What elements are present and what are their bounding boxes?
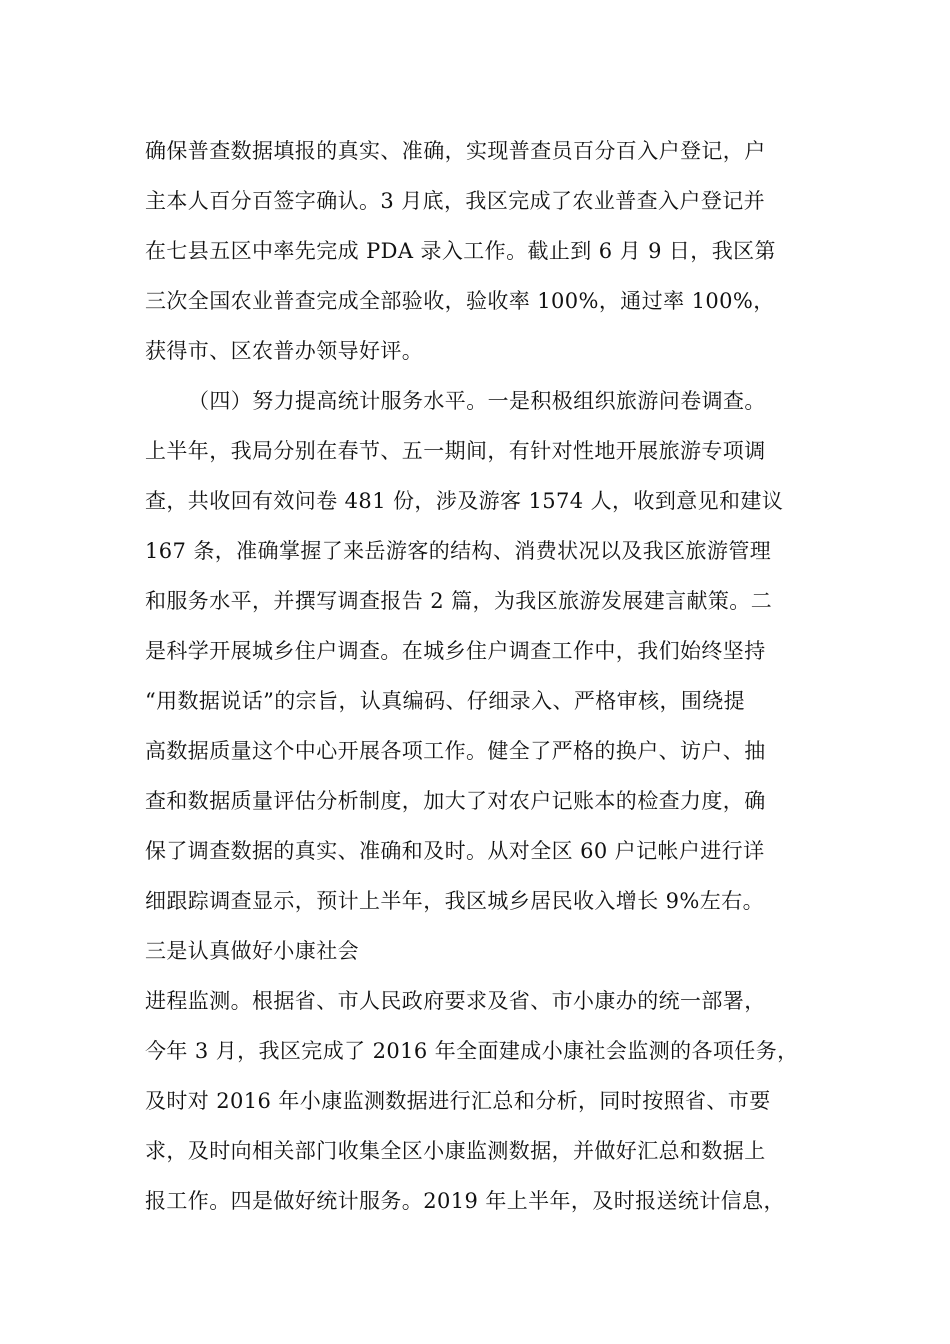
text-line: 及时对 2016 年小康监测数据进行汇总和分析，同时按照省、市要 xyxy=(145,1089,771,1113)
text-line: 主本人百分百签字确认。3 月底，我区完成了农业普查入户登记并 xyxy=(145,189,766,213)
text-line: 在七县五区中率先完成 PDA 录入工作。截止到 6 月 9 日，我区第 xyxy=(145,239,776,263)
text-line: 报工作。四是做好统计服务。2019 年上半年，及时报送统计信息， xyxy=(145,1189,785,1213)
text-line: 高数据质量这个中心开展各项工作。健全了严格的换户、访户、抽 xyxy=(145,739,766,763)
text-line: 和服务水平，并撰写调查报告 2 篇，为我区旅游发展建言献策。二 xyxy=(145,589,773,613)
text-line: 查和数据质量评估分析制度，加大了对农户记账本的检查力度，确 xyxy=(145,789,766,813)
text-line: 细跟踪调查显示，预计上半年，我区城乡居民收入增长 9%左右。 xyxy=(145,889,764,913)
text-line: 确保普查数据填报的真实、准确，实现普查员百分百入户登记，户 xyxy=(145,139,766,163)
text-line: 是科学开展城乡住户调查。在城乡住户调查工作中，我们始终坚持 xyxy=(145,639,766,663)
text-line: 保了调查数据的真实、准确和及时。从对全区 60 户记帐户进行详 xyxy=(145,839,765,863)
text-line: 进程监测。根据省、市人民政府要求及省、市小康办的统一部署， xyxy=(145,989,766,1013)
text-line: 获得市、区农普办领导好评。 xyxy=(145,339,424,363)
text-line: 167 条，准确掌握了来岳游客的结构、消费状况以及我区旅游管理 xyxy=(145,539,772,563)
text-line: 三次全国农业普查完成全部验收，验收率 100%，通过率 100%， xyxy=(145,289,775,313)
section-heading-line: （四）努力提高统计服务水平。一是积极组织旅游问卷调查。 xyxy=(188,389,766,413)
text-line: 求，及时向相关部门收集全区小康监测数据，并做好汇总和数据上 xyxy=(145,1139,766,1163)
text-line: “用数据说话”的宗旨，认真编码、仔细录入、严格审核，围绕提 xyxy=(145,689,746,713)
text-line: 上半年，我局分别在春节、五一期间，有针对性地开展旅游专项调 xyxy=(145,439,766,463)
text-line: 三是认真做好小康社会 xyxy=(145,939,359,963)
text-line: 今年 3 月，我区完成了 2016 年全面建成小康社会监测的各项任务， xyxy=(145,1039,799,1063)
text-line: 查，共收回有效问卷 481 份，涉及游客 1574 人，收到意见和建议 xyxy=(145,489,784,513)
